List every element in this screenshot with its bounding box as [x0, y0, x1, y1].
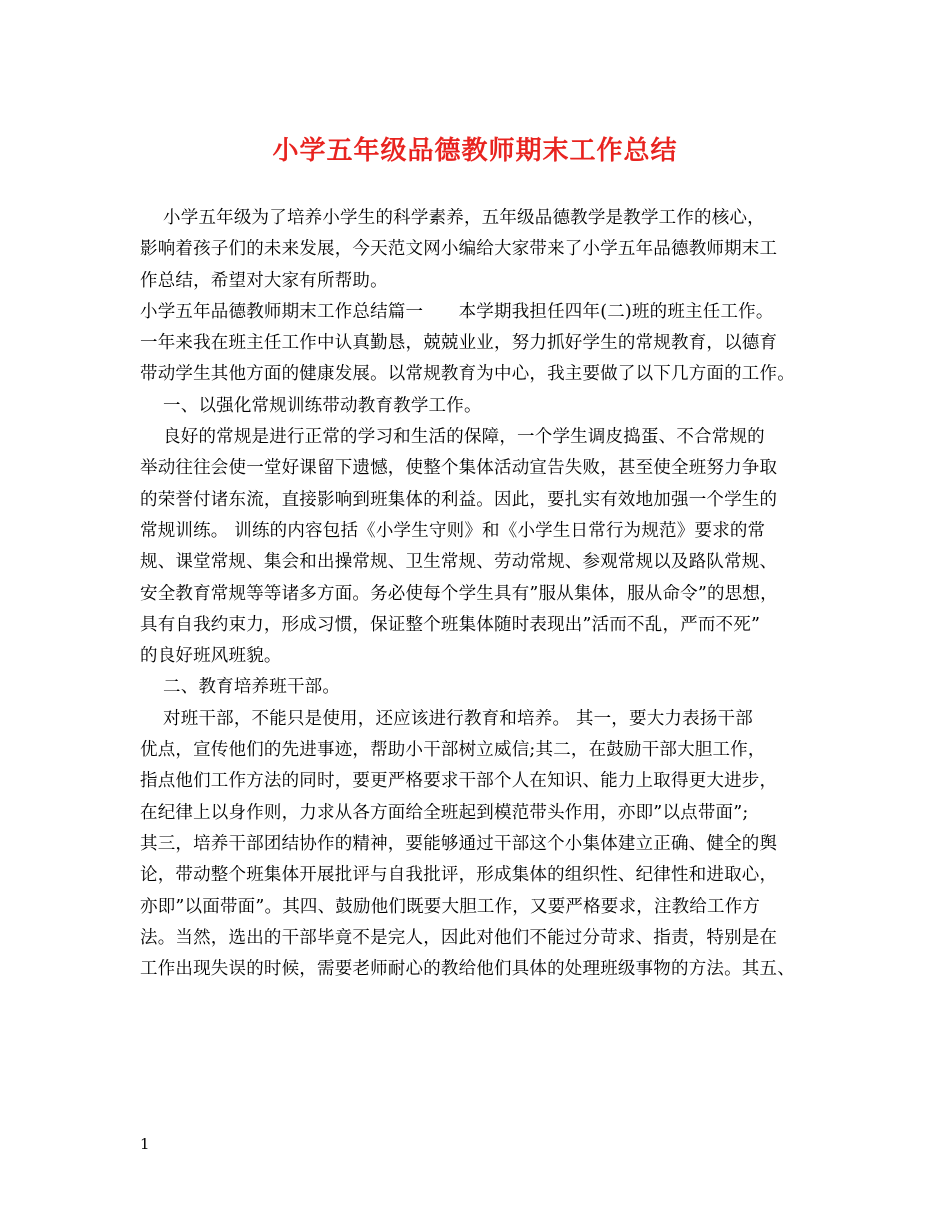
document-body [140, 203, 824, 985]
text-line: 二、教育培养班干部。 [140, 677, 341, 698]
text-line: 举动往往会使一堂好课留下遗憾，使整个集体活动宣告失败，甚至使全班努力争取 [140, 458, 778, 479]
text-line: 亦即”以面带面”。其四、鼓励他们既要大胆工作，又要严格要求，注教给工作方 [140, 896, 761, 917]
text-line: 论，带动整个班集体开展批评与自我批评，形成集体的组织性、纪律性和进取心， [140, 865, 778, 886]
text-line: 指点他们工作方法的同时，要更严格要求干部个人在知识、能力上取得更大进步， [140, 771, 778, 792]
text-line: 的荣誉付诸东流，直接影响到班集体的利益。因此，要扎实有效地加强一个学生的 [140, 489, 778, 510]
text-line: 小学五年品德教师期末工作总结篇一 本学期我担任四年(二)班的班主任工作。 [140, 301, 774, 322]
text-line: 良好的常规是进行正常的学习和生活的保障，一个学生调皮捣蛋、不合常规的 [140, 427, 765, 448]
text-line: 作总结，希望对大家有所帮助。 [140, 270, 388, 291]
text-line: 小学五年级为了培养小学生的科学素养，五年级品德教学是教学工作的核心， [140, 208, 765, 228]
text-line: 带动学生其他方面的健康发展。以常规教育为中心，我主要做了以下几方面的工作。 [140, 364, 795, 385]
text-line: 工作出现失误的时候，需要老师耐心的教给他们具体的处理班级事物的方法。其五、 [140, 959, 795, 980]
text-line: 其三，培养干部团结协作的精神，要能够通过干部这个小集体建立正确、健全的舆 [140, 833, 778, 854]
document-title: 小学五年级品德教师期末工作总结 [272, 136, 678, 166]
text-line: 法。当然，选出的干部毕竟不是完人，因此对他们不能过分苛求、指责，特别是在 [140, 927, 778, 948]
text-line: 常规训练。 训练的内容包括《小学生守则》和《小学生日常行为规范》要求的常 [140, 520, 766, 541]
text-line: 影响着孩子们的未来发展，今天范文网小编给大家带来了小学五年品德教师期末工 [140, 239, 778, 260]
page-number: 1 [140, 1135, 150, 1153]
text-line: 优点，宣传他们的先进事迹，帮助小干部树立威信;其二，在鼓励干部大胆工作， [140, 740, 766, 761]
text-line: 对班干部，不能只是使用，还应该进行教育和培养。 其一，要大力表扬干部 [140, 708, 753, 729]
text-line: 一、以强化常规训练带动教育教学工作。 [140, 395, 482, 416]
text-line: 规、课堂常规、集会和出操常规、卫生常规、劳动常规、参观常规以及路队常规、 [140, 552, 778, 573]
text-line: 在纪律上以身作则，力求从各方面给全班起到模范带头作用，亦即”以点带面”; [140, 802, 749, 823]
text-line: 的良好班风班貌。 [140, 646, 282, 667]
text-line: 具有自我约束力，形成习惯，保证整个班集体随时表现出”活而不乱，严而不死” [140, 614, 761, 635]
text-line: 一年来我在班主任工作中认真勤恳，兢兢业业，努力抓好学生的常规教育，以德育 [140, 333, 778, 354]
text-line: 安全教育常规等等诸多方面。务必使每个学生具有”服从集体，服从命令”的思想， [140, 583, 778, 604]
